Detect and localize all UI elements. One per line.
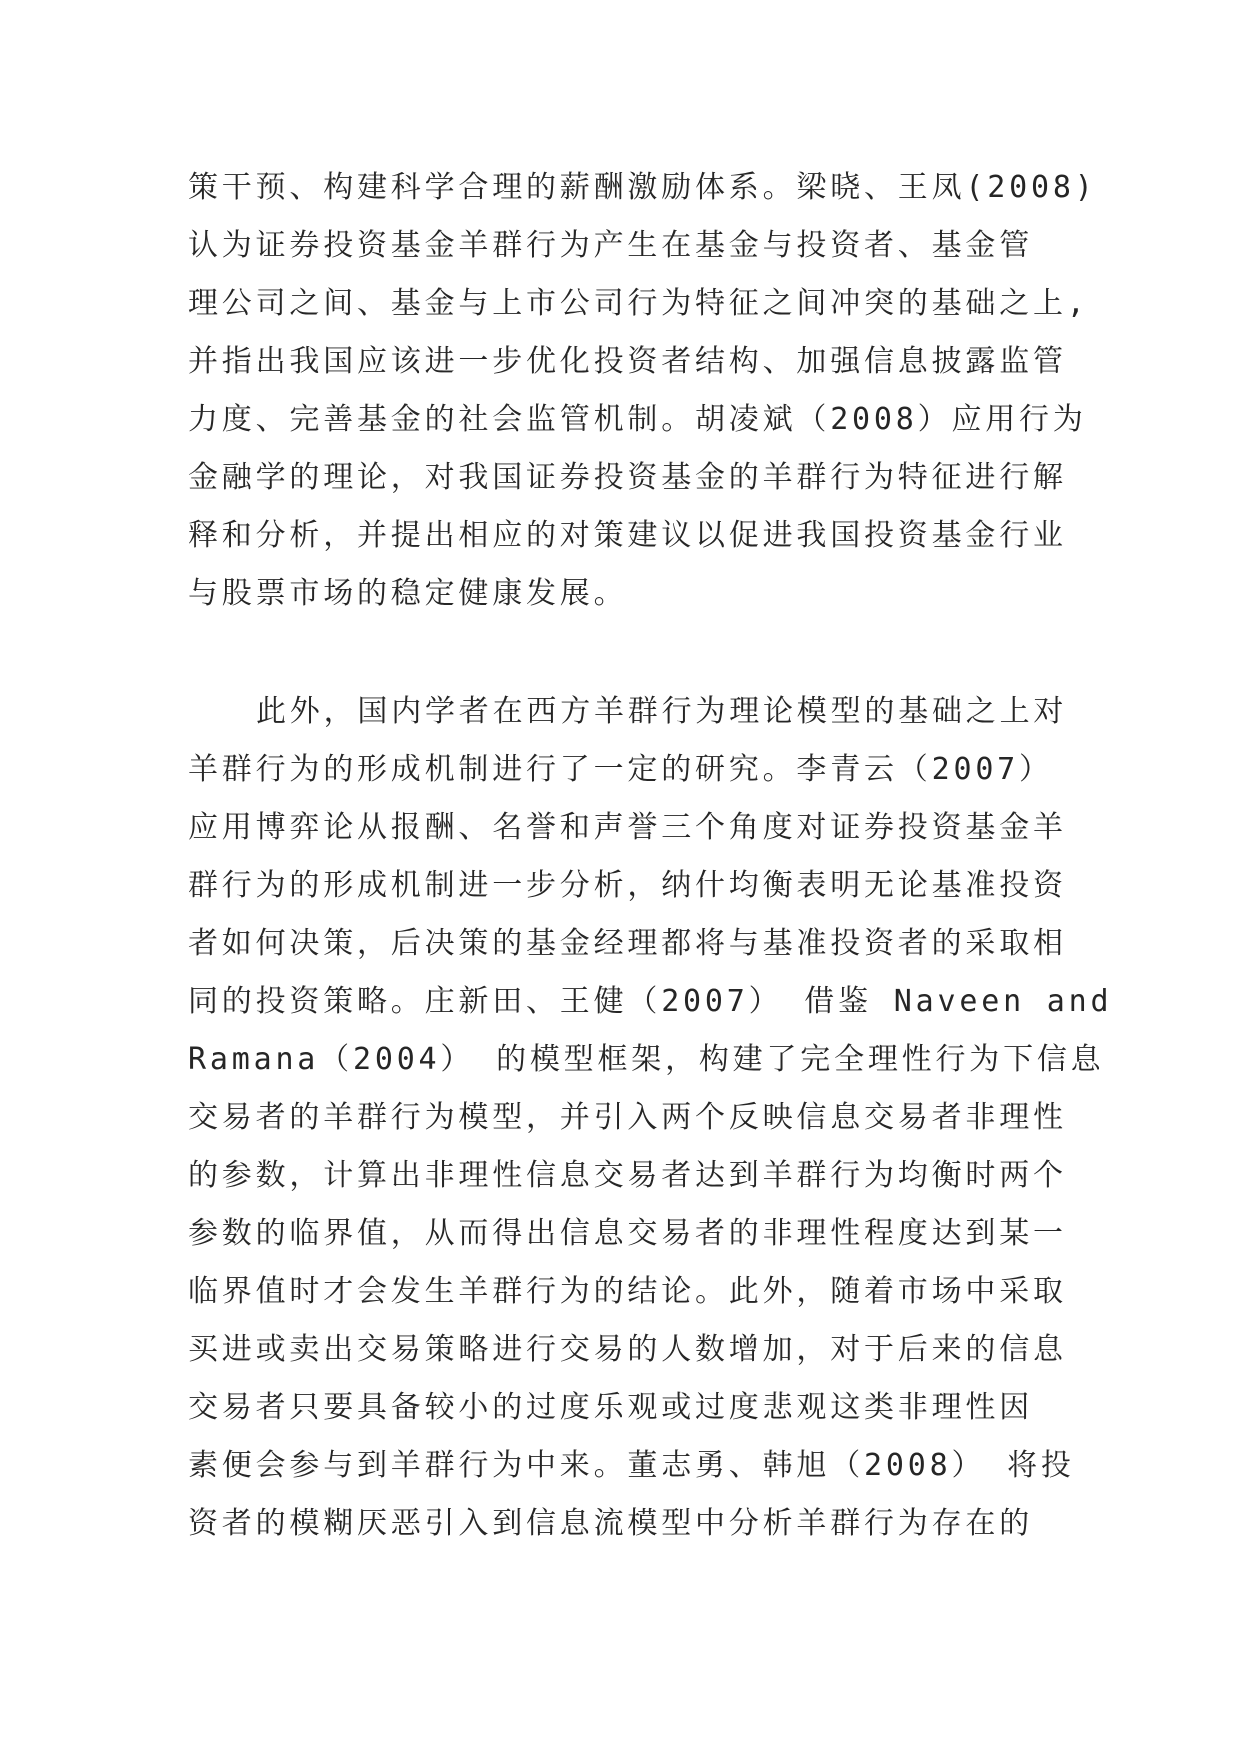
text-line: 交易者的羊群行为模型，并引入两个反映信息交易者非理性 xyxy=(188,1100,1067,1135)
text-line: 并指出我国应该进一步优化投资者结构、加强信息披露监管 xyxy=(188,344,1067,379)
text-line: 群行为的形成机制进一步分析，纳什均衡表明无论基准投资 xyxy=(188,868,1067,903)
text-line: 理公司之间、基金与上市公司行为特征之间冲突的基础之上, xyxy=(188,286,1089,321)
text-line: 素便会参与到羊群行为中来。董志勇、韩旭（2008） 将投 xyxy=(188,1448,1075,1483)
text-line: 的参数，计算出非理性信息交易者达到羊群行为均衡时两个 xyxy=(188,1158,1067,1193)
text-line: 买进或卖出交易策略进行交易的人数增加，对于后来的信息 xyxy=(188,1332,1067,1367)
text-line: 释和分析，并提出相应的对策建议以促进我国投资基金行业 xyxy=(188,518,1067,553)
text-line: Ramana（2004） 的模型框架，构建了完全理性行为下信息 xyxy=(188,1042,1105,1077)
text-line: 临界值时才会发生羊群行为的结论。此外，随着市场中采取 xyxy=(188,1274,1067,1309)
text-line: 应用博弈论从报酬、名誉和声誉三个角度对证券投资基金羊 xyxy=(188,810,1067,845)
text-line: 参数的临界值，从而得出信息交易者的非理性程度达到某一 xyxy=(188,1216,1067,1251)
text-line: 者如何决策，后决策的基金经理都将与基准投资者的采取相 xyxy=(188,926,1067,961)
text-line: 此外，国内学者在西方羊群行为理论模型的基础之上对 xyxy=(256,694,1068,729)
text-line: 与股票市场的稳定健康发展。 xyxy=(188,576,628,611)
text-line: 羊群行为的形成机制进行了一定的研究。李青云（2007） xyxy=(188,752,1053,787)
text-line: 金融学的理论，对我国证券投资基金的羊群行为特征进行解 xyxy=(188,460,1067,495)
text-line: 力度、完善基金的社会监管机制。胡凌斌（2008）应用行为 xyxy=(188,402,1087,437)
paragraph-1 xyxy=(188,159,1097,623)
text-line: 策干预、构建科学合理的薪酬激励体系。梁晓、王凤(2008) xyxy=(188,170,1097,205)
text-line: 交易者只要具备较小的过度乐观或过度悲观这类非理性因 xyxy=(188,1390,1033,1425)
text-line: 资者的模糊厌恶引入到信息流模型中分析羊群行为存在的 xyxy=(188,1506,1033,1541)
text-line: 认为证券投资基金羊群行为产生在基金与投资者、基金管 xyxy=(188,228,1033,263)
text-line: 同的投资策略。庄新田、王健（2007） 借鉴 Naveen and xyxy=(188,984,1113,1019)
paragraph-2 xyxy=(188,683,1113,1553)
